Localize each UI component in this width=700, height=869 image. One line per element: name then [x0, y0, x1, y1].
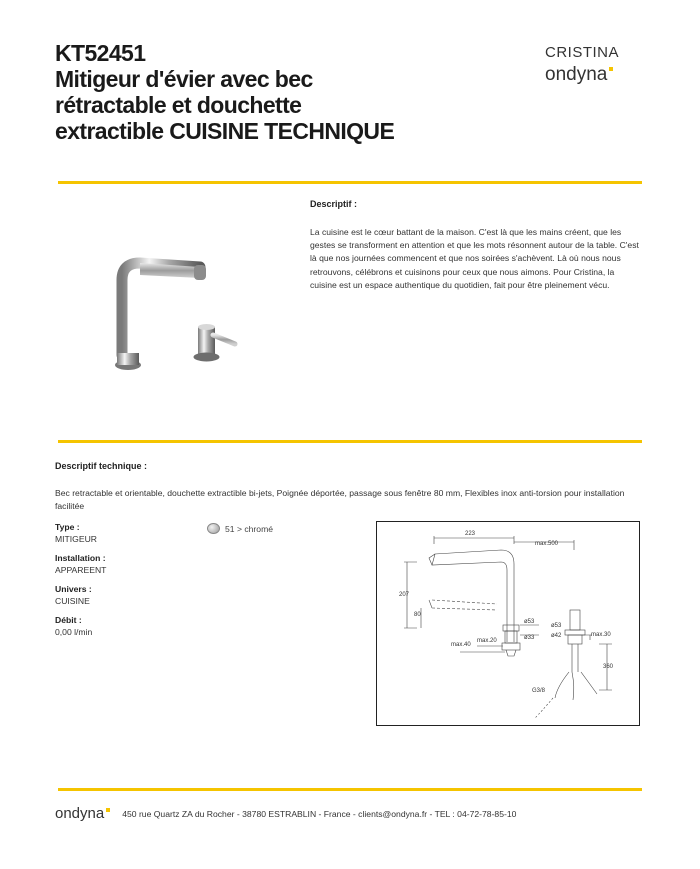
dim-g38: G3/8 [532, 688, 546, 694]
faucet-product-image [100, 245, 260, 385]
spec-debit-label: Débit : [55, 615, 82, 625]
footer-brand-dot-icon [106, 808, 110, 812]
spec-univers-value: CUISINE [55, 596, 90, 606]
dim-max500: max.500 [535, 541, 559, 547]
technical-drawing [377, 522, 639, 725]
brand-ondyna-text: ondyna [545, 64, 608, 85]
title-block [55, 40, 475, 144]
dim-phi53-spout: ø53 [524, 619, 535, 625]
finish-option [207, 523, 273, 534]
finish-label: 51 > chromé [225, 523, 274, 534]
footer-brand [55, 805, 110, 822]
technical-description-title: Descriptif technique : [55, 461, 148, 471]
spec-list [55, 522, 205, 646]
dim-max30: max.30 [591, 632, 611, 638]
brand-logo [545, 44, 645, 86]
product-title-line-2: rétractable et douchette [55, 92, 302, 118]
spec-installation-value: APPAREENT [55, 565, 107, 575]
finish-swatch-icon [207, 523, 220, 534]
technical-description-text: Bec retractable et orientable, douchette extractible bi-jets, Poignée déportée, passage sous fenêtre 80 mm, Flexibles inox anti-torsion pour installation facilitée [55, 488, 625, 511]
dim-phi33: ø33 [524, 635, 535, 641]
brand-name-cristina: CRISTINA [545, 44, 620, 61]
dim-223: 223 [465, 531, 476, 537]
spec-type-label: Type : [55, 522, 80, 532]
product-title-line-1: Mitigeur d'évier avec bec [55, 66, 313, 92]
dim-max20: max.20 [477, 638, 497, 644]
brand-name-ondyna [545, 64, 645, 86]
footer-address: 450 rue Quartz ZA du Rocher - 38780 ESTRABLIN - France - clients@ondyna.fr - TEL : 04-72-78-85-10 [122, 808, 517, 819]
divider-bottom [58, 788, 642, 791]
dim-phi42: ø42 [551, 633, 562, 639]
technical-drawing-frame [376, 521, 640, 726]
product-code: KT52451 [55, 40, 146, 66]
descriptif-text: La cuisine est le cœur battant de la maison. C'est là que les mains créent, que les gestes se transforment en attention et que les mots résonnent autour de la table. C'est là que nos journées commencent et que nos soirées s'achèvent. Là où nous nous retrouvons, célébrons et cuisinons pour ceux que nous aimons. Pour Cristina, la cuisine est un espace authentique du quotidien, fait pour être pleinement vécu. [310, 227, 639, 290]
descriptif-title: Descriptif : [310, 199, 358, 209]
spec-type-value: MITIGEUR [55, 534, 98, 544]
product-title-line-3: extractible CUISINE TECHNIQUE [55, 118, 395, 144]
brand-dot-icon [609, 67, 613, 71]
spec-univers-label: Univers : [55, 584, 92, 594]
spec-debit-value: 0,00 l/min [55, 627, 93, 637]
divider-top [58, 181, 642, 184]
dim-360: 360 [603, 664, 614, 670]
divider-middle [58, 440, 642, 443]
spec-installation-label: Installation : [55, 553, 106, 563]
footer [55, 805, 516, 822]
dim-80: 80 [414, 612, 421, 618]
dim-207: 207 [399, 592, 410, 598]
dim-phi53-handle: ø53 [551, 623, 562, 629]
footer-brand-text: ondyna [55, 805, 105, 822]
dim-max40: max.40 [451, 642, 471, 648]
